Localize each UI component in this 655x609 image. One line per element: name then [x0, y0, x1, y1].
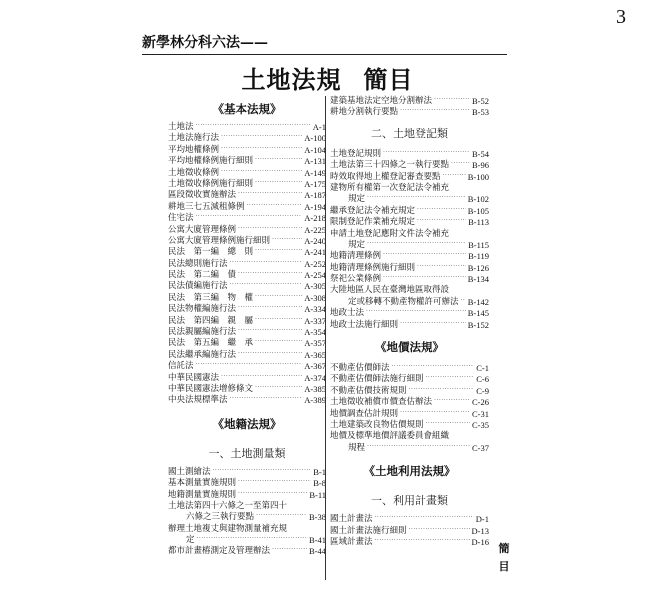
- toc-entry-page: D-1: [475, 514, 489, 525]
- toc-entry-page: B-54: [472, 148, 489, 159]
- toc-entry-title: 民法總則施行法: [168, 258, 228, 269]
- toc-entry[interactable]: [168, 547, 326, 558]
- dot-leader: [256, 510, 307, 521]
- dot-leader: [272, 544, 307, 555]
- toc-entry-title: 申請土地登記應附文件法令補充: [330, 228, 450, 239]
- toc-entry-title: 區段徵收實施辦法: [168, 190, 237, 201]
- toc-entry-page: B-119: [468, 251, 489, 262]
- dot-leader: [383, 272, 466, 283]
- dot-leader: [196, 359, 303, 370]
- toc-entry-page: A-334: [304, 304, 326, 315]
- subsection-title: 一、土地測量類: [208, 446, 286, 460]
- toc-entry-page: C-35: [472, 419, 489, 430]
- toc-entry-page: D-13: [471, 525, 489, 536]
- toc-entry-title: 民法繼承編施行法: [168, 349, 237, 360]
- page-title: [0, 60, 655, 95]
- toc-entry[interactable]: [330, 172, 489, 183]
- toc-entry-page: B-44: [309, 546, 326, 557]
- toc-entry-title: 限制登記作業補充規定: [330, 217, 416, 228]
- contents-right-column: [330, 96, 489, 548]
- toc-entry-page: A-1: [312, 121, 326, 132]
- toc-entry-title: 地價調查估計規則: [330, 408, 399, 419]
- section-title: 《基本法規》: [212, 102, 282, 116]
- toc-entry-title: 不動產估價師法施行細則: [330, 374, 424, 385]
- dot-leader: [400, 318, 466, 329]
- subsection-title: 一、利用計畫類: [371, 494, 448, 508]
- toc-entry-page: A-374: [304, 372, 326, 383]
- toc-entry-title: 國土測繪法: [168, 466, 211, 477]
- toc-entry-title: 中華民國憲法增修條文: [168, 383, 254, 394]
- toc-entry-title: 土地徵收補償市價查估辦法: [330, 397, 433, 408]
- dot-leader: [409, 524, 470, 535]
- toc-entry-title: 民法 第一編 總 則: [168, 247, 254, 258]
- toc-entry-page: B-11: [309, 489, 326, 500]
- header-title: 新學林分科六法——: [142, 35, 268, 51]
- toc-entry-page: A-365: [304, 349, 326, 360]
- toc-entry-title: 土地法第四十六條之一至第四十: [168, 500, 288, 511]
- toc-entry-title: 不動產估價技術規則: [330, 385, 407, 396]
- toc-entry-title: 基本測量實施規則: [168, 478, 237, 489]
- toc-entry-title: 國土計畫法施行細則: [330, 525, 407, 536]
- toc-entry-page: A-357: [304, 338, 326, 349]
- toc-entry-page: A-337: [304, 315, 326, 326]
- toc-entry[interactable]: [168, 512, 326, 523]
- toc-entry-page: A-241: [304, 247, 326, 258]
- toc-entry-title: 土地建築改良物估價規則: [330, 419, 424, 430]
- dot-leader: [367, 192, 466, 203]
- toc-entry[interactable]: [168, 373, 326, 384]
- dot-leader: [247, 200, 303, 211]
- toc-entry-title: 信託法: [168, 361, 194, 372]
- toc-entry-page: A-225: [304, 224, 326, 235]
- toc-entry-page: C-9: [476, 385, 489, 396]
- toc-entry-title: 定: [186, 535, 195, 546]
- dot-leader: [426, 372, 475, 383]
- dot-leader: [238, 302, 302, 313]
- dot-leader: [238, 488, 307, 499]
- subsection-title: 二、土地登記類: [371, 126, 448, 140]
- dot-leader: [434, 395, 470, 406]
- toc-entry-title: 住宅法: [168, 213, 194, 224]
- dot-leader: [255, 336, 302, 347]
- toc-entry-page: A-389: [304, 395, 326, 406]
- toc-entry-page: B-41: [309, 535, 326, 546]
- toc-entry-title: 民法物權編施行法: [168, 304, 237, 315]
- toc-entry-title: 中華民國憲法: [168, 372, 220, 383]
- toc-entry-page: B-102: [467, 194, 489, 205]
- toc-entry-title: 民法 第四編 親 屬: [168, 315, 254, 326]
- toc-entry-title: 公寓大廈管理條例施行細則: [168, 235, 271, 246]
- toc-entry-title: 土地徵收條例: [168, 167, 220, 178]
- toc-entry-title: 大陸地區人民在臺灣地區取得設: [330, 285, 450, 296]
- toc-entry-title: 平均地權條例施行細則: [168, 156, 254, 167]
- dot-leader: [238, 223, 302, 234]
- dot-leader: [255, 154, 302, 165]
- toc-entry-page: A-254: [304, 270, 326, 281]
- toc-entry-title: 繼承登記法令補充規定: [330, 205, 416, 216]
- dot-leader: [238, 325, 302, 336]
- dot-leader: [366, 306, 466, 317]
- dot-leader: [461, 295, 466, 306]
- toc-entry-page: A-131: [304, 156, 326, 167]
- section-title: 《地籍法規》: [212, 416, 282, 431]
- toc-entry-title: 民法 第三編 物 權: [168, 292, 254, 303]
- toc-entry-page: A-240: [304, 235, 326, 246]
- dot-leader: [238, 348, 302, 359]
- dot-leader: [238, 188, 302, 199]
- toc-entry-title: 平均地權條例: [168, 144, 220, 155]
- dot-leader: [255, 382, 302, 393]
- toc-entry[interactable]: [330, 443, 489, 454]
- dot-leader: [451, 158, 470, 169]
- dot-leader: [383, 249, 466, 260]
- toc-entry-title: 土地法施行法: [168, 133, 220, 144]
- toc-entry[interactable]: [168, 145, 326, 156]
- toc-entry-page: A-252: [304, 258, 326, 269]
- toc-entry-page: B-113: [468, 217, 489, 228]
- dot-leader: [221, 371, 302, 382]
- toc-entry-title: 中央法規標準法: [168, 395, 228, 406]
- dot-leader: [197, 533, 307, 544]
- toc-entry[interactable]: [330, 420, 489, 431]
- toc-entry-title: 辦理土地複丈與建物測量補充規: [168, 523, 288, 534]
- toc-entry-page: B-152: [467, 319, 489, 330]
- column-divider: [325, 96, 326, 580]
- toc-entry-page: D-16: [471, 536, 489, 547]
- toc-entry-page: B-52: [472, 95, 489, 106]
- dot-leader: [417, 261, 466, 272]
- toc-entry[interactable]: [168, 395, 326, 406]
- toc-entry[interactable]: [168, 490, 326, 501]
- dot-leader: [375, 535, 470, 546]
- toc-entry-page: A-149: [304, 167, 326, 178]
- toc-entry-page: B-126: [467, 262, 489, 273]
- toc-entry-title: 規定: [348, 239, 366, 250]
- toc-entry-title: 時效取得地上權登記審查要點: [330, 171, 441, 182]
- toc-entry[interactable]: [330, 274, 489, 285]
- dot-leader: [255, 291, 302, 302]
- dot-leader: [400, 407, 470, 418]
- header-rule: [142, 54, 507, 55]
- dot-leader: [417, 215, 466, 226]
- dot-leader: [255, 177, 302, 188]
- toc-entry-title: 公寓大廈管理條例: [168, 224, 237, 235]
- dot-leader: [392, 361, 475, 372]
- toc-entry-page: A-218: [304, 213, 326, 224]
- toc-entry-page: A-104: [304, 144, 326, 155]
- dot-leader: [375, 512, 474, 523]
- dot-leader: [417, 204, 466, 215]
- toc-entry-page: A-194: [304, 201, 326, 212]
- toc-entry-page: B-53: [472, 107, 489, 118]
- side-tab-char: 目: [498, 560, 510, 573]
- toc-entry-title: 定或移轉不動產物權許可辦法: [348, 296, 459, 307]
- toc-entry-title: 都市計畫樁測定及管理辦法: [168, 546, 271, 557]
- dot-leader: [230, 393, 303, 404]
- toc-entry-page: A-367: [304, 361, 326, 372]
- toc-entry-title: 國土計畫法: [330, 514, 373, 525]
- side-tab-char: 簡: [498, 542, 510, 555]
- toc-entry-title: 地政士法施行細則: [330, 319, 399, 330]
- toc-entry[interactable]: [168, 304, 326, 315]
- toc-entry-page: A-305: [304, 281, 326, 292]
- toc-entry-page: A-385: [304, 383, 326, 394]
- toc-entry-page: C-1: [476, 363, 489, 374]
- toc-entry-title: 耕地三七五減租條例: [168, 201, 245, 212]
- toc-entry-page: C-26: [472, 397, 489, 408]
- toc-entry[interactable]: [168, 225, 326, 236]
- section-title: 《地價法規》: [375, 340, 444, 355]
- dot-leader: [383, 147, 470, 158]
- dot-leader: [443, 170, 466, 181]
- page-title-sub: 簡目: [363, 65, 414, 94]
- dot-leader: [238, 476, 311, 487]
- toc-entry-page: A-100: [304, 133, 326, 144]
- dot-leader: [196, 211, 303, 222]
- dot-leader: [367, 441, 470, 452]
- toc-entry-title: 規定: [348, 194, 366, 205]
- dot-leader: [238, 268, 302, 279]
- toc-entry-title: 民法親屬編施行法: [168, 327, 237, 338]
- toc-entry-title: 不動產估價師法: [330, 363, 390, 374]
- dot-leader: [221, 166, 302, 177]
- dot-leader: [213, 465, 312, 476]
- toc-entry-title: 地政士法: [330, 308, 365, 319]
- page-number: 3: [616, 6, 626, 28]
- dot-leader: [272, 234, 302, 245]
- dot-leader: [230, 257, 303, 268]
- toc-entry-page: B-1: [313, 466, 326, 477]
- toc-entry[interactable]: [330, 537, 489, 548]
- toc-entry[interactable]: [168, 236, 326, 247]
- toc-entry-title: 規程: [348, 442, 366, 453]
- toc-entry-title: 建物所有權第一次登記法令補充: [330, 182, 450, 193]
- toc-entry-title: 區域計畫法: [330, 536, 373, 547]
- dot-leader: [255, 245, 302, 256]
- toc-entry-title: 地價及標準地價評議委員會組織: [330, 431, 450, 442]
- dot-leader: [409, 384, 475, 395]
- toc-entry-title: 土地徵收條例施行細則: [168, 178, 254, 189]
- page-title-main: 土地法規: [241, 65, 342, 94]
- toc-entry[interactable]: [330, 107, 489, 118]
- toc-entry-title: 土地登記規則: [330, 148, 382, 159]
- dot-leader: [221, 143, 302, 154]
- toc-entry-title: 地籍清理條例: [330, 251, 382, 262]
- dot-leader: [400, 105, 470, 116]
- toc-entry-title: 民法債編施行法: [168, 281, 228, 292]
- toc-entry-page: B-100: [467, 171, 489, 182]
- dot-leader: [255, 314, 302, 325]
- toc-entry[interactable]: [168, 168, 326, 179]
- toc-entry-page: B-105: [467, 205, 489, 216]
- toc-entry-title: 民法 第二編 債: [168, 270, 237, 281]
- toc-entry[interactable]: [330, 217, 489, 228]
- toc-entry-title: 土地法: [168, 121, 194, 132]
- toc-entry-page: B-96: [472, 160, 489, 171]
- toc-entry-page: A-308: [304, 292, 326, 303]
- toc-entry-title: 耕地分割執行要點: [330, 107, 399, 118]
- toc-entry-page: B-38: [309, 512, 326, 523]
- dot-leader: [426, 418, 470, 429]
- dot-leader: [221, 131, 302, 142]
- toc-entry-page: C-37: [472, 442, 489, 453]
- contents-left-column: [168, 96, 326, 558]
- toc-entry-page: B-115: [468, 239, 489, 250]
- dot-leader: [434, 94, 470, 105]
- toc-entry-page: A-187: [304, 190, 326, 201]
- toc-entry-title: 民法 第五編 繼 承: [168, 338, 254, 349]
- section-title: 《土地利用法規》: [363, 464, 456, 479]
- toc-entry-page: A-354: [304, 327, 326, 338]
- toc-entry-page: A-175: [304, 178, 326, 189]
- side-tab: [495, 540, 513, 576]
- toc-entry-title: 地籍清理條例施行細則: [330, 262, 416, 273]
- dot-leader: [367, 238, 466, 249]
- toc-entry-title: 土地法第三十四條之一執行要點: [330, 160, 450, 171]
- toc-entry-page: C-6: [476, 374, 489, 385]
- toc-entry-title: 祭祀公業條例: [330, 274, 382, 285]
- toc-entry-page: B-142: [467, 296, 489, 307]
- toc-entry-page: B-8: [313, 478, 326, 489]
- dot-leader: [196, 120, 311, 131]
- toc-entry-title: 建築基地法定空地分割辦法: [330, 95, 433, 106]
- toc-entry-page: C-31: [472, 408, 489, 419]
- toc-entry-page: B-134: [467, 274, 489, 285]
- toc-entry[interactable]: [168, 281, 326, 292]
- toc-entry-page: B-145: [467, 308, 489, 319]
- toc-entry[interactable]: [330, 320, 489, 331]
- toc-entry-title: 六條之三執行要點: [186, 512, 255, 523]
- dot-leader: [230, 279, 303, 290]
- toc-entry[interactable]: [168, 327, 326, 338]
- toc-entry-title: 地籍測量實施規則: [168, 489, 237, 500]
